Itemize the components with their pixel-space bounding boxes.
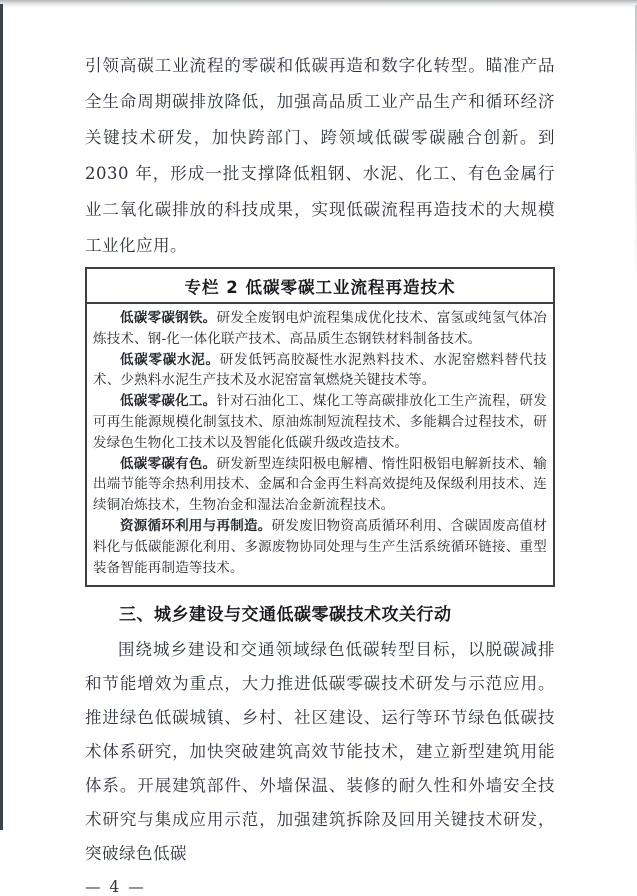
box-item-lead: 低碳零碳化工。: [120, 393, 217, 410]
body-paragraph-1: 引领高碳工业流程的零碳和低碳再造和数字化转型。瞄准产品全生命周期碳排放降低，加强高品质工业产品生产和循环经济关键技术研发，加快跨部门、跨领域低碳零碳融合创新。到 2030 年，形成一批支撑降低粗钢、水泥、化工、有色金属行业二氧化碳排放的科技成果，实现低碳流程再造技术的大规模工业化应用。: [85, 56, 555, 255]
box-item-text: 研发全废钢电炉流程集成优化技术、富氢或纯氢气体冶炼技术、钢-化一体化联产技术、高品质生态钢铁材料制备技术。: [93, 310, 547, 347]
section-heading: 三、城乡建设与交通低碳零碳技术攻关行动: [119, 605, 452, 626]
page-top-shadow: [0, 0, 637, 8]
box-item-nonferrous: [93, 454, 547, 516]
page-content: [85, 48, 555, 896]
page-left-edge-strip: [0, 4, 3, 830]
box-item-text: 研发新型连续阳极电解槽、惰性阳极铝电解新技术、输出端节能等余热利用技术、金属和合金再生料高效提纯及保级利用技术、连续铜冶炼技术，生物冶金和湿法冶金新流程技术。: [93, 455, 547, 514]
page-number: — 4 —: [85, 878, 146, 896]
box-item-text: 研发低钙高胶凝性水泥熟料技术、水泥窑燃料替代技术、少熟料水泥生产技术及水泥窑富氧燃烧关键技术等。: [93, 351, 547, 389]
box-item-chemical: [93, 391, 547, 453]
box-item-text: 研发废旧物资高质循环利用、含碳固废高值材料化与低碳能源化利用、多源废物协同处理与生产生活系统循环链接、重型装备智能再制造等技术。: [93, 517, 548, 576]
box-item-cement: [93, 350, 547, 392]
column-box-title: 专栏 2 低碳零碳工业流程再造技术: [87, 269, 553, 304]
box-item-lead: 资源循环利用与再制造。: [120, 517, 272, 534]
column-box-body: [87, 304, 553, 585]
box-item-steel: [93, 308, 547, 350]
box-item-lead: 低碳零碳钢铁。: [120, 310, 217, 326]
box-item-recycling: [93, 516, 547, 578]
box-item-text: 针对石油化工、煤化工等高碳排放化工生产流程，研发可再生能源规模化制氢技术、原油炼制短流程技术、多能耦合过程技术，研发绿色生物化工技术以及智能化低碳升级改造技术。: [93, 393, 547, 451]
box-item-lead: 低碳零碳有色。: [120, 455, 217, 472]
box-item-lead: 低碳零碳水泥。: [120, 351, 220, 368]
body-paragraph-2: 围绕城乡建设和交通领域绿色低碳转型目标，以脱碳减排和节能增效为重点，大力推进低碳零碳技术研发与示范应用。推进绿色低碳城镇、乡村、社区建设、运行等环节绿色低碳技术体系研究，加快突破建筑高效节能技术，建立新型建筑用能体系。开展建筑部件、外墙保温、装修的耐久性和外墙安全技术研究与集成应用示范，加强建筑拆除及回用关键技术研发，突破绿色低碳: [85, 640, 555, 864]
column-box: [85, 267, 555, 587]
